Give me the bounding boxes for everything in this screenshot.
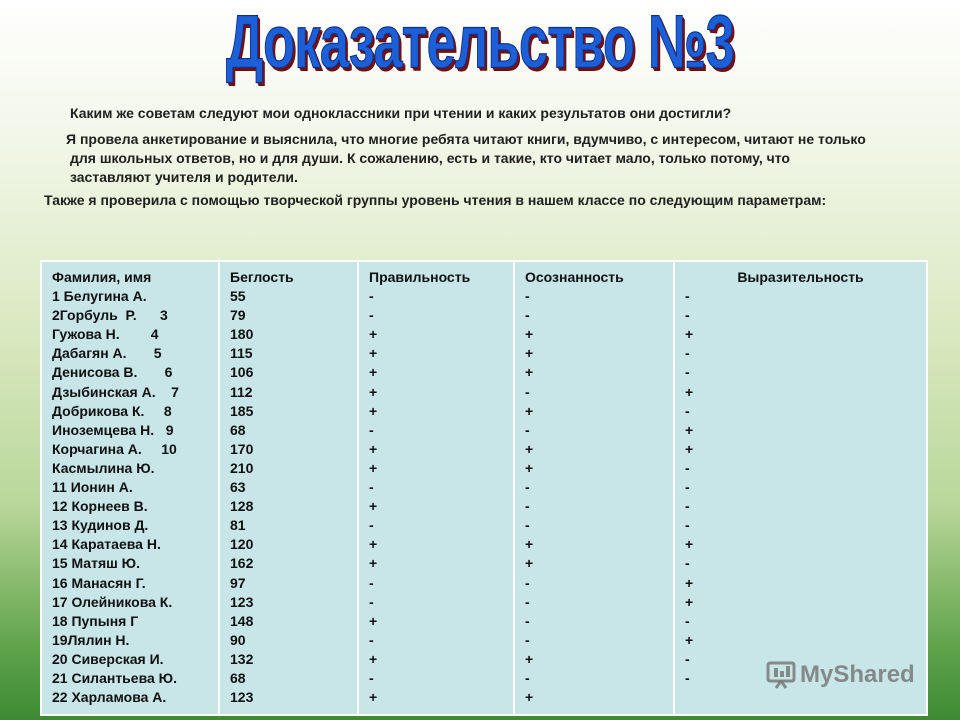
table-cell: 68 [230, 421, 246, 438]
table-cell: - [685, 288, 690, 305]
header-fluency: Беглость [230, 269, 294, 285]
table-cell: - [369, 421, 374, 438]
table-cell: + [369, 536, 378, 553]
awareness-list [525, 287, 673, 707]
table-cell: + [685, 383, 694, 400]
table-cell: - [369, 631, 374, 648]
table-cell: + [685, 440, 694, 457]
table-cell: - [685, 402, 690, 419]
table-cell: - [525, 288, 530, 305]
column-expressiveness [675, 262, 926, 714]
table-cell: + [369, 498, 378, 515]
expressiveness-list [675, 287, 926, 688]
header-expressiveness: Выразительность [737, 269, 864, 285]
table-cell: 90 [230, 631, 246, 648]
table-cell: Корчагина А. 10 [52, 440, 177, 457]
table-cell: 2Горбуль Р. 3 [52, 307, 168, 324]
table-cell: 55 [230, 288, 246, 305]
watermark-text: MyShared [800, 661, 915, 688]
table-cell: + [369, 459, 378, 476]
table-cell: + [369, 612, 378, 629]
table-cell: - [525, 593, 530, 610]
table-cell: + [525, 459, 534, 476]
table-cell: + [369, 402, 378, 419]
table-cell: - [685, 307, 690, 324]
table-cell: 16 Манасян Г. [52, 574, 146, 591]
table-cell: 112 [230, 383, 253, 400]
table-cell: - [525, 421, 530, 438]
table-cell: + [685, 421, 694, 438]
table-cell: - [685, 479, 690, 496]
intro-question: Каким же советам следуют мои одноклассники при чтении и каких результатов они достигли? [70, 105, 732, 121]
table-cell: + [525, 689, 534, 706]
table-cell: + [685, 593, 694, 610]
table-cell: 12 Корнеев В. [52, 498, 148, 515]
table-cell: 18 Пупыня Г [52, 612, 139, 629]
table-cell: - [685, 612, 690, 629]
table-cell: 123 [230, 593, 254, 610]
table-cell: 22 Харламова А. [52, 689, 167, 706]
table-cell: 21 Силантьева Ю. [52, 669, 177, 686]
intro-params: Также я проверила с помощью творческой группы уровень чтения в нашем классе по следующим параметрам: [44, 192, 827, 208]
table-cell: - [685, 459, 690, 476]
column-awareness [515, 262, 675, 714]
table-cell: 170 [230, 440, 254, 457]
table-cell: - [685, 517, 690, 534]
table-cell: 120 [230, 536, 254, 553]
table-cell: - [685, 669, 690, 686]
table-cell: - [369, 288, 374, 305]
table-cell: 162 [230, 555, 254, 572]
table-cell: + [369, 440, 378, 457]
watermark [766, 656, 926, 694]
table-cell: + [685, 574, 694, 591]
table-cell: - [369, 517, 374, 534]
table-cell: - [369, 479, 374, 496]
table-cell: Иноземцева Н. 9 [52, 421, 174, 438]
reading-results-table [40, 260, 928, 716]
table-cell: + [685, 536, 694, 553]
column-fluency [220, 262, 359, 714]
table-cell: 63 [230, 479, 246, 496]
table-cell: - [525, 631, 530, 648]
name-list [52, 287, 218, 707]
table-cell: - [685, 498, 690, 515]
table-cell: + [525, 326, 534, 343]
table-cell: 128 [230, 498, 254, 515]
table-cell: + [525, 440, 534, 457]
table-cell: + [525, 364, 534, 381]
table-cell: 210 [230, 459, 254, 476]
table-cell: 180 [230, 326, 254, 343]
table-cell: + [369, 364, 378, 381]
table-cell: + [525, 402, 534, 419]
table-cell: - [369, 593, 374, 610]
table-cell: + [369, 650, 378, 667]
table-cell: 15 Матяш Ю. [52, 555, 140, 572]
table-cell: 79 [230, 307, 246, 324]
table-cell: - [525, 669, 530, 686]
correctness-list [369, 287, 513, 707]
column-correctness [359, 262, 515, 714]
table-cell: 11 Ионин А. [52, 479, 133, 496]
slide-title: Доказательство №3 [225, 0, 735, 84]
table-cell: 106 [230, 364, 254, 381]
table-cell: + [525, 555, 534, 572]
intro-survey: Я провела анкетирование и выяснила, что многие ребята читают книги, вдумчиво, с интересом, читают не только для школьных ответов, но и для души. К сожалению, есть и такие, кто читает мало, только потому, что заставляют учителя и родители. [66, 131, 866, 185]
header-awareness: Осознанность [525, 269, 624, 285]
table-cell: 148 [230, 612, 254, 629]
table-cell: 17 Олейникова К. [52, 593, 173, 610]
table-cell: 68 [230, 669, 246, 686]
table-cell: - [525, 479, 530, 496]
table-cell: + [369, 383, 378, 400]
table-cell: + [369, 555, 378, 572]
table-cell: 1 Белугина А. [52, 288, 147, 305]
table-cell: - [525, 498, 530, 515]
column-name [42, 262, 220, 714]
table-cell: Денисова В. 6 [52, 364, 173, 381]
table-cell: 81 [230, 517, 246, 534]
table-cell: 13 Кудинов Д. [52, 517, 149, 534]
table-cell: - [525, 612, 530, 629]
intro-text [40, 104, 870, 210]
table-cell: - [369, 307, 374, 324]
table-cell: 185 [230, 402, 254, 419]
table-cell: - [685, 364, 690, 381]
table-cell: - [525, 307, 530, 324]
table-cell: 115 [230, 345, 253, 362]
table-cell: Касмылина Ю. [52, 459, 155, 476]
table-cell: - [525, 517, 530, 534]
header-name: Фамилия, имя [52, 269, 152, 285]
fluency-list [230, 287, 357, 707]
table-cell: + [369, 345, 378, 362]
table-cell: 19Лялин Н. [52, 631, 130, 648]
table-cell: 14 Каратаева Н. [52, 536, 161, 553]
presentation-icon [766, 660, 796, 690]
table-cell: - [525, 574, 530, 591]
table-cell: - [685, 555, 690, 572]
table-cell: - [369, 574, 374, 591]
table-cell: + [369, 326, 378, 343]
table-cell: Дзыбинская А. 7 [52, 383, 179, 400]
table-cell: 20 Сиверская И. [52, 650, 164, 667]
table-cell: - [525, 383, 530, 400]
table-cell: + [525, 536, 534, 553]
table-cell: Добрикова К. 8 [52, 402, 172, 419]
table-cell: + [369, 689, 378, 706]
table-cell: + [525, 345, 534, 362]
table-cell: + [685, 326, 694, 343]
table-cell: - [685, 345, 690, 362]
table-cell: - [369, 669, 374, 686]
table-cell: 132 [230, 650, 254, 667]
table-cell: + [685, 631, 694, 648]
table-cell: Гужова Н. 4 [52, 326, 159, 343]
table-cell: 97 [230, 574, 246, 591]
table-cell: - [685, 650, 690, 667]
table-cell: Дабагян А. 5 [52, 345, 162, 362]
header-correctness: Правильность [369, 269, 471, 285]
table-cell: + [525, 650, 534, 667]
table-cell: 123 [230, 689, 254, 706]
